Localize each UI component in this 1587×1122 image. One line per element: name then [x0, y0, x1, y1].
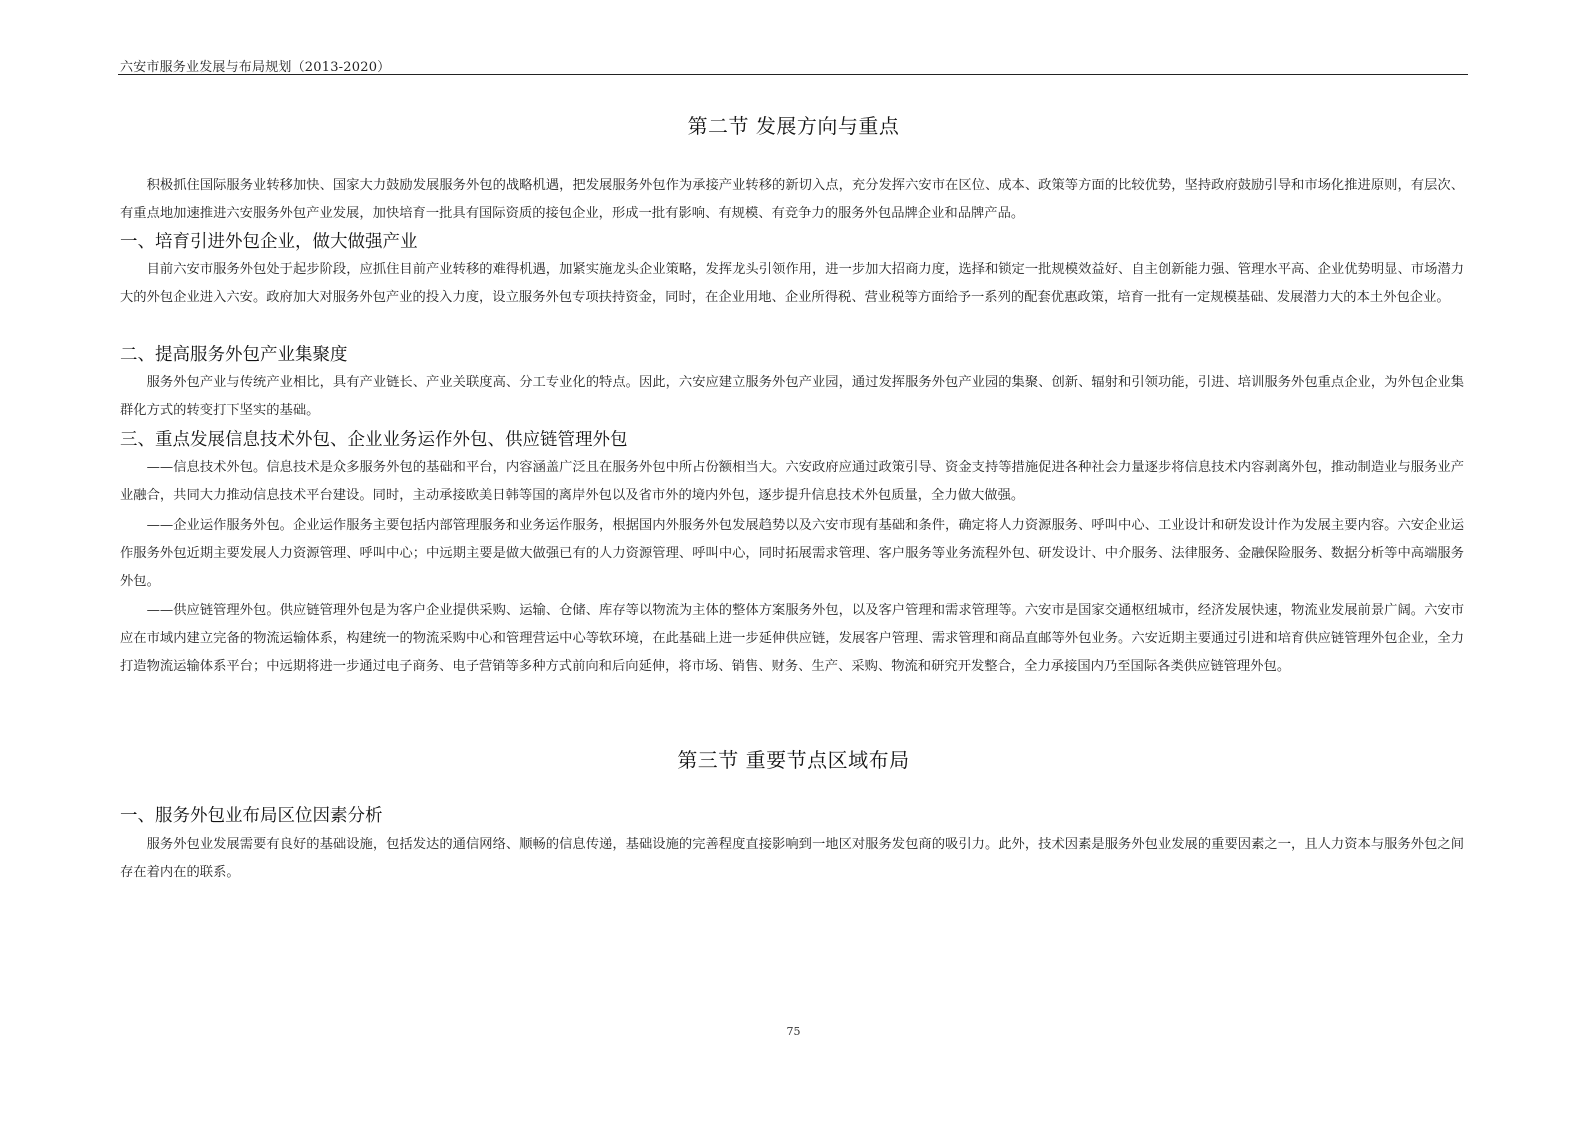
- paragraph-industry-clustering: 服务外包产业与传统产业相比，具有产业链长、产业关联度高、分工专业化的特点。因此，六安应建立服务外包产业园，通过发挥服务外包产业园的集聚、创新、辐射和引领功能，引进、培训服务外包重点企业，为外包企业集群化方式的转变打下坚实的基础。: [120, 375, 1464, 418]
- paragraph-it-outsourcing: ——信息技术外包。信息技术是众多服务外包的基础和平台，内容涵盖广泛且在服务外包中所占份额相当大。六安政府应通过政策引导、资金支持等措施促进各种社会力量逐步将信息技术内容剥离外包，推动制造业与服务业产业融合，共同大力推动信息技术平台建设。同时，主动承接欧美日韩等国的离岸外包以及省市外的境内外包，逐步提升信息技术外包质量，全力做大做强。: [120, 460, 1464, 503]
- page-number: 75: [786, 1025, 801, 1038]
- subheading-location-factors: 一、服务外包业布局区位因素分析: [120, 806, 383, 826]
- paragraph-location-factors: 服务外包业发展需要有良好的基础设施，包括发达的通信网络、顺畅的信息传递，基础设施的完善程度直接影响到一地区对服务发包商的吸引力。此外，技术因素是服务外包业发展的重要因素之一，且人力资本与服务外包之间存在着内在的联系。: [120, 837, 1464, 880]
- subheading-cultivate-outsourcing-firms: 一、培育引进外包企业，做大做强产业: [120, 232, 418, 252]
- section-title-2: 第二节 发展方向与重点: [687, 114, 900, 138]
- paragraph-business-process-outsourcing: ——企业运作服务外包。企业运作服务主要包括内部管理服务和业务运作服务，根据国内外服务外包发展趋势以及六安市现有基础和条件，确定将人力资源服务、呼叫中心、工业设计和研发设计作为发展主要内容。六安企业运作服务外包近期主要发展人力资源管理、呼叫中心；中远期主要是做大做强已有的人力资源管理、呼叫中心，同时拓展需求管理、客户服务等业务流程外包、研发设计、中介服务、法律服务、金融保险服务、数据分析等中高端服务外包。: [120, 518, 1464, 589]
- section-title-3: 第三节 重要节点区域布局: [677, 748, 910, 772]
- paragraph-supply-chain-outsourcing: ——供应链管理外包。供应链管理外包是为客户企业提供采购、运输、仓储、库存等以物流为主体的整体方案服务外包，以及客户管理和需求管理等。六安市是国家交通枢纽城市，经济发展快速，物流业发展前景广阔。六安市应在市域内建立完备的物流运输体系，构建统一的物流采购中心和管理营运中心等软环境，在此基础上进一步延伸供应链，发展客户管理、需求管理和商品直邮等外包业务。六安近期主要通过引进和培育供应链管理外包企业，全力打造物流运输体系平台；中远期将进一步通过电子商务、电子营销等多种方式前向和后向延伸，将市场、销售、财务、生产、采购、物流和研究开发整合，全力承接国内乃至国际各类供应链管理外包。: [120, 603, 1464, 674]
- subheading-key-outsourcing-areas: 三、重点发展信息技术外包、企业业务运作外包、供应链管理外包: [120, 430, 628, 450]
- paragraph-cultivate-outsourcing-firms: 目前六安市服务外包处于起步阶段，应抓住目前产业转移的难得机遇，加紧实施龙头企业策略，发挥龙头引领作用，进一步加大招商力度，选择和锁定一批规模效益好、自主创新能力强、管理水平高、企业优势明显、市场潜力大的外包企业进入六安。政府加大对服务外包产业的投入力度，设立服务外包专项扶持资金，同时，在企业用地、企业所得税、营业税等方面给予一系列的配套优惠政策，培育一批有一定规模基础、发展潜力大的本土外包企业。: [120, 262, 1464, 305]
- section-2-intro-paragraph: 积极抓住国际服务业转移加快、国家大力鼓励发展服务外包的战略机遇，把发展服务外包作为承接产业转移的新切入点，充分发挥六安市在区位、成本、政策等方面的比较优势，坚持政府鼓励引导和市场化推进原则，有层次、有重点地加速推进六安服务外包产业发展，加快培育一批具有国际资质的接包企业，形成一批有影响、有规模、有竞争力的服务外包品牌企业和品牌产品。: [120, 178, 1464, 221]
- header-divider: [118, 74, 1468, 75]
- subheading-industry-clustering: 二、提高服务外包产业集聚度: [120, 345, 348, 365]
- running-header-title: 六安市服务业发展与布局规划（2013-2020）: [120, 60, 391, 75]
